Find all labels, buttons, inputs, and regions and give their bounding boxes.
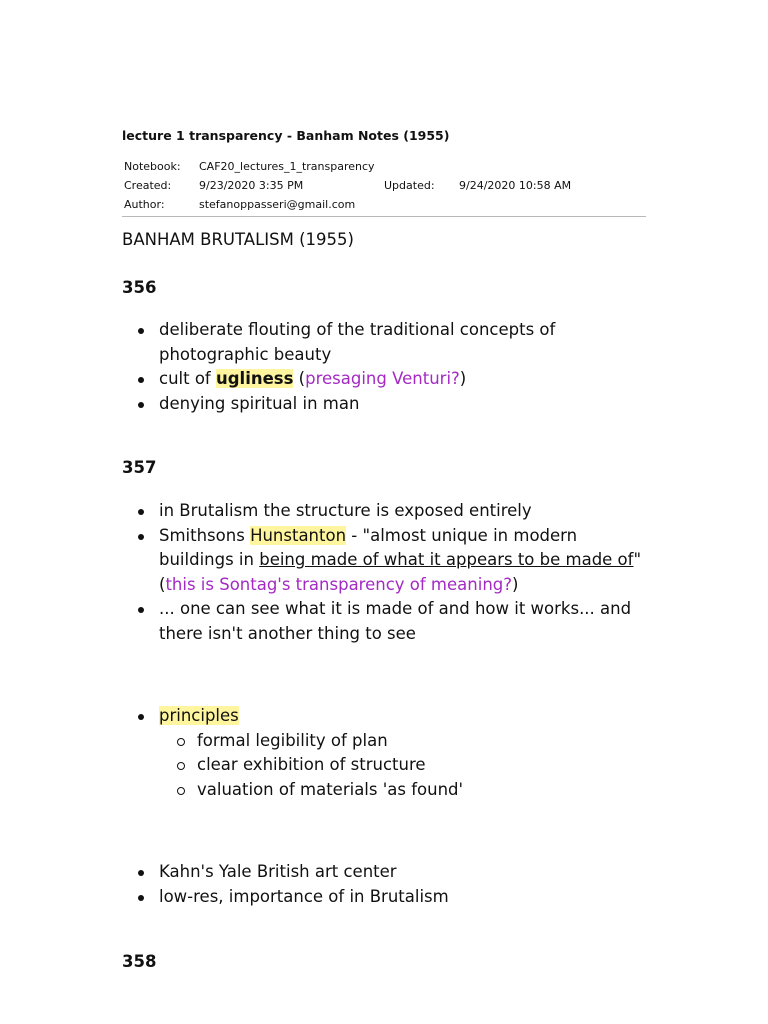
list-356 <box>122 318 649 416</box>
page-number-358: 358 <box>122 952 157 971</box>
bullet-text: ) <box>459 369 467 388</box>
page-number-357: 357 <box>122 458 157 477</box>
updated-label: Updated: <box>384 179 435 192</box>
author-value: stefanoppasseri@gmail.com <box>199 198 356 211</box>
notebook-label: Notebook: <box>124 160 181 173</box>
list-item <box>159 499 649 524</box>
sub-list-item: clear exhibition of structure <box>197 753 649 778</box>
sub-list-item: valuation of materials 'as found' <box>197 778 649 803</box>
list-item <box>159 704 649 802</box>
highlight-ugliness: ugliness <box>215 369 294 388</box>
bullet-text: - "almost unique in modern buildings in <box>159 525 578 569</box>
meta-row-dates <box>122 179 646 198</box>
bullet-text: ... one can see what it is made of and how it works... and there isn't another thing to see <box>159 599 632 643</box>
header-divider <box>122 216 646 217</box>
bullet-text: denying spiritual in man <box>159 393 360 413</box>
bullet-text: in Brutalism the structure is exposed entirely <box>159 501 532 520</box>
list-item <box>159 367 649 392</box>
sub-list-item: formal legibility of plan <box>197 729 649 754</box>
list-357-b <box>122 860 649 909</box>
page-number-356: 356 <box>122 278 157 297</box>
bullet-text: low-res, importance of in Brutalism <box>159 886 449 906</box>
note-heading: BANHAM BRUTALISM (1955) <box>122 230 354 249</box>
highlight-principles: principles <box>159 706 239 725</box>
list-item <box>159 318 649 367</box>
bullet-text: ( <box>293 369 306 388</box>
note-title: lecture 1 transparency - Banham Notes (1955) <box>122 128 450 143</box>
meta-row-author <box>122 198 646 217</box>
comment-sontag: this is Sontag's transparency of meaning? <box>165 574 513 594</box>
highlight-hunstanton: Hunstanton <box>250 525 347 545</box>
bullet-text: ) <box>512 574 519 594</box>
list-item <box>159 597 649 646</box>
list-item <box>159 524 649 598</box>
bullet-text: " ( <box>159 550 642 594</box>
updated-value: 9/24/2020 10:58 AM <box>459 179 572 192</box>
list-item <box>159 392 649 417</box>
author-label: Author: <box>124 198 165 211</box>
meta-row-notebook <box>122 160 646 179</box>
note-metadata <box>122 160 646 217</box>
comment-presaging-venturi: presaging Venturi? <box>305 369 460 388</box>
underlined-quote: being made of what it appears to be made of <box>259 550 634 569</box>
principles-sublist <box>159 729 649 803</box>
bullet-text: deliberate flouting of the traditional concepts of photographic beauty <box>159 320 556 364</box>
list-357-principles <box>122 704 649 802</box>
list-item <box>159 860 649 885</box>
created-label: Created: <box>124 179 172 192</box>
created-value: 9/23/2020 3:35 PM <box>199 179 304 192</box>
bullet-text: Kahn's Yale British art center <box>159 862 397 881</box>
notebook-value: CAF20_lectures_1_transparency <box>199 160 375 173</box>
bullet-text: cult of <box>159 369 216 388</box>
list-item <box>159 885 649 910</box>
list-357-a <box>122 499 649 646</box>
bullet-text: Smithsons <box>159 525 251 545</box>
